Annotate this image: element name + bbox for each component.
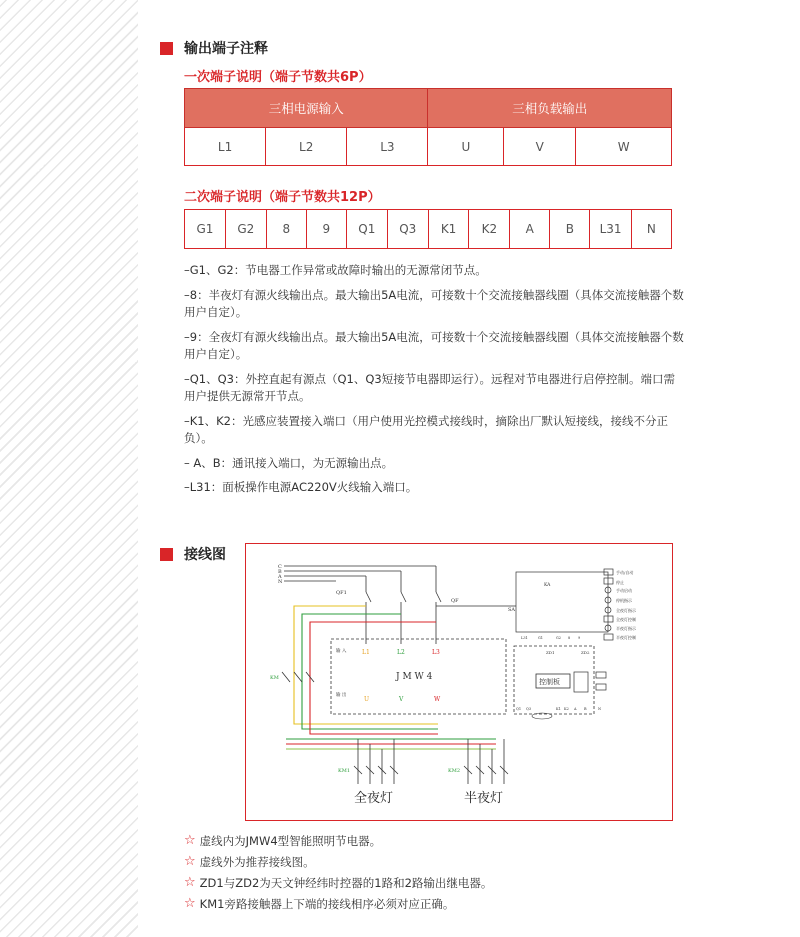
star-icon: ☆ [184,854,196,869]
star-icon: ☆ [184,875,196,890]
terminal-cell: K2 [469,210,510,249]
wiring-footnotes [184,830,492,914]
terminal-notes [184,262,684,504]
phase-label: C [278,564,282,570]
terminal-label: W [434,696,441,703]
small-terminal: G2 [556,636,562,640]
footnote-item [184,830,492,851]
footnote-item [184,893,492,914]
terminal-label: L3 [432,649,440,656]
footnote-text: 虚线外为推荐接线图。 [199,854,315,869]
qf1-label: QF1 [336,590,347,596]
small-terminal: Q1 [516,707,522,711]
control-label: 手动/自动 [616,570,634,575]
km2-label: KM2 [448,768,461,774]
wiring-diagram-svg [246,544,672,820]
control-label: 半夜灯控制 [616,635,636,640]
terminal-cell: U [428,128,504,166]
half-night-lamp-label: 半夜灯 [464,791,504,806]
terminal-label: L2 [397,649,405,656]
note-item: –9：全夜灯有源火线输出点。最大输出5A电流，可接数十个交流接触器线圈（具体交流接触器个数用户自定）。 [184,329,684,361]
control-label: 手动启动 [616,588,632,593]
small-terminal: G1 [538,636,544,640]
section-title-text: 输出端子注释 [184,41,268,57]
wiring-diagram [245,543,673,821]
footnote-item [184,872,492,893]
secondary-terminal-title: 二次端子说明（端子节数共12P） [184,190,381,205]
small-terminal: 9 [578,636,581,640]
secondary-terminal-table [184,209,672,249]
phase-label: N [278,579,283,585]
primary-terminal-title: 一次端子说明（端子节数共6P） [184,70,372,85]
footnote-text: ZD1与ZD2为天文钟经纬时控器的1路和2路输出继电器。 [199,875,493,890]
section-title-wiring [160,544,226,564]
terminal-cell: L31 [590,210,631,249]
control-label: 半夜灯指示 [616,626,636,631]
phase-label: B [278,569,282,575]
km1-label: KM1 [338,768,351,774]
terminal-cell: L2 [266,128,347,166]
decorative-stripes [0,0,138,937]
terminal-cell: L3 [347,128,428,166]
control-board-label: 控制板 [539,678,560,686]
qf-label: QF [451,598,459,604]
terminal-cell: Q1 [346,210,387,249]
input-label: 输 入 [336,649,347,654]
note-item: – A、B：通讯接入端口，为无源输出点。 [184,455,394,470]
output-label: 输 出 [336,693,347,698]
section-title-text: 接线图 [184,547,226,563]
terminal-cell: Q3 [387,210,428,249]
small-terminal: B [584,707,587,711]
km-label: KM [270,675,279,681]
small-terminal: K2 [564,707,569,711]
note-item: –K1、K2：光感应装置接入端口（用户使用光控模式接线时，摘除出厂默认短接线，接线不分正负）。 [184,413,668,445]
terminal-cell: 8 [266,210,306,249]
note-item: –L31：面板操作电源AC220V火线输入端口。 [184,480,418,494]
star-icon: ☆ [184,896,196,911]
terminal-cell: L1 [185,128,266,166]
terminal-cell: 9 [306,210,346,249]
footnote-item [184,851,492,872]
header-power-input: 三相电源输入 [185,89,428,128]
terminal-cell: N [631,210,671,249]
small-terminal: A [574,707,577,711]
small-terminal: N [598,707,602,711]
jmw4-label: J M W 4 [396,672,433,682]
header-load-output: 三相负载输出 [428,89,672,128]
small-terminal: L31 [521,636,528,640]
terminal-cell: A [510,210,550,249]
terminal-cell: G1 [185,210,226,249]
terminal-cell: W [576,128,672,166]
note-item: –Q1、Q3：外控直起有源点（Q1、Q3短接节电器即运行）。远程对节电器进行启停控制。端口需用户提供无源常开节点。 [184,371,675,403]
terminal-cell: G2 [225,210,266,249]
control-label: 全夜灯控制 [616,617,636,622]
terminal-label: U [364,696,370,703]
terminal-label: V [399,696,404,703]
terminal-cell: V [504,128,576,166]
full-night-lamp-label: 全夜灯 [354,791,394,806]
small-terminal: 8 [568,636,571,640]
terminal-cell: K1 [428,210,469,249]
phase-label: A [278,574,282,580]
small-terminal: K1 [556,707,561,711]
control-label: 全夜灯指示 [616,608,636,613]
sa-label: SA [508,607,516,613]
zd1-label: ZD1 [546,650,555,655]
section-title-terminals [160,38,268,58]
footnote-text: 虚线内为JMW4型智能照明节电器。 [199,833,382,848]
primary-terminal-table [184,88,672,166]
ka-label: KA [544,583,551,588]
small-terminal: Q3 [526,707,532,711]
star-icon: ☆ [184,833,196,848]
note-item: –G1、G2：节电器工作异常或故障时输出的无源常闭节点。 [184,263,487,277]
red-square-icon [160,548,173,561]
footnote-text: KM1旁路接触器上下端的接线相序必须对应正确。 [199,896,455,911]
terminal-cell: B [550,210,590,249]
red-square-icon [160,42,173,55]
control-label: 停机指示 [616,598,632,603]
control-label: 停止 [616,580,624,585]
zd2-label: ZD2 [581,650,590,655]
note-item: –8：半夜灯有源火线输出点。最大输出5A电流，可接数十个交流接触器线圈（具体交流接触器个数用户自定）。 [184,287,684,319]
terminal-label: L1 [362,649,370,656]
